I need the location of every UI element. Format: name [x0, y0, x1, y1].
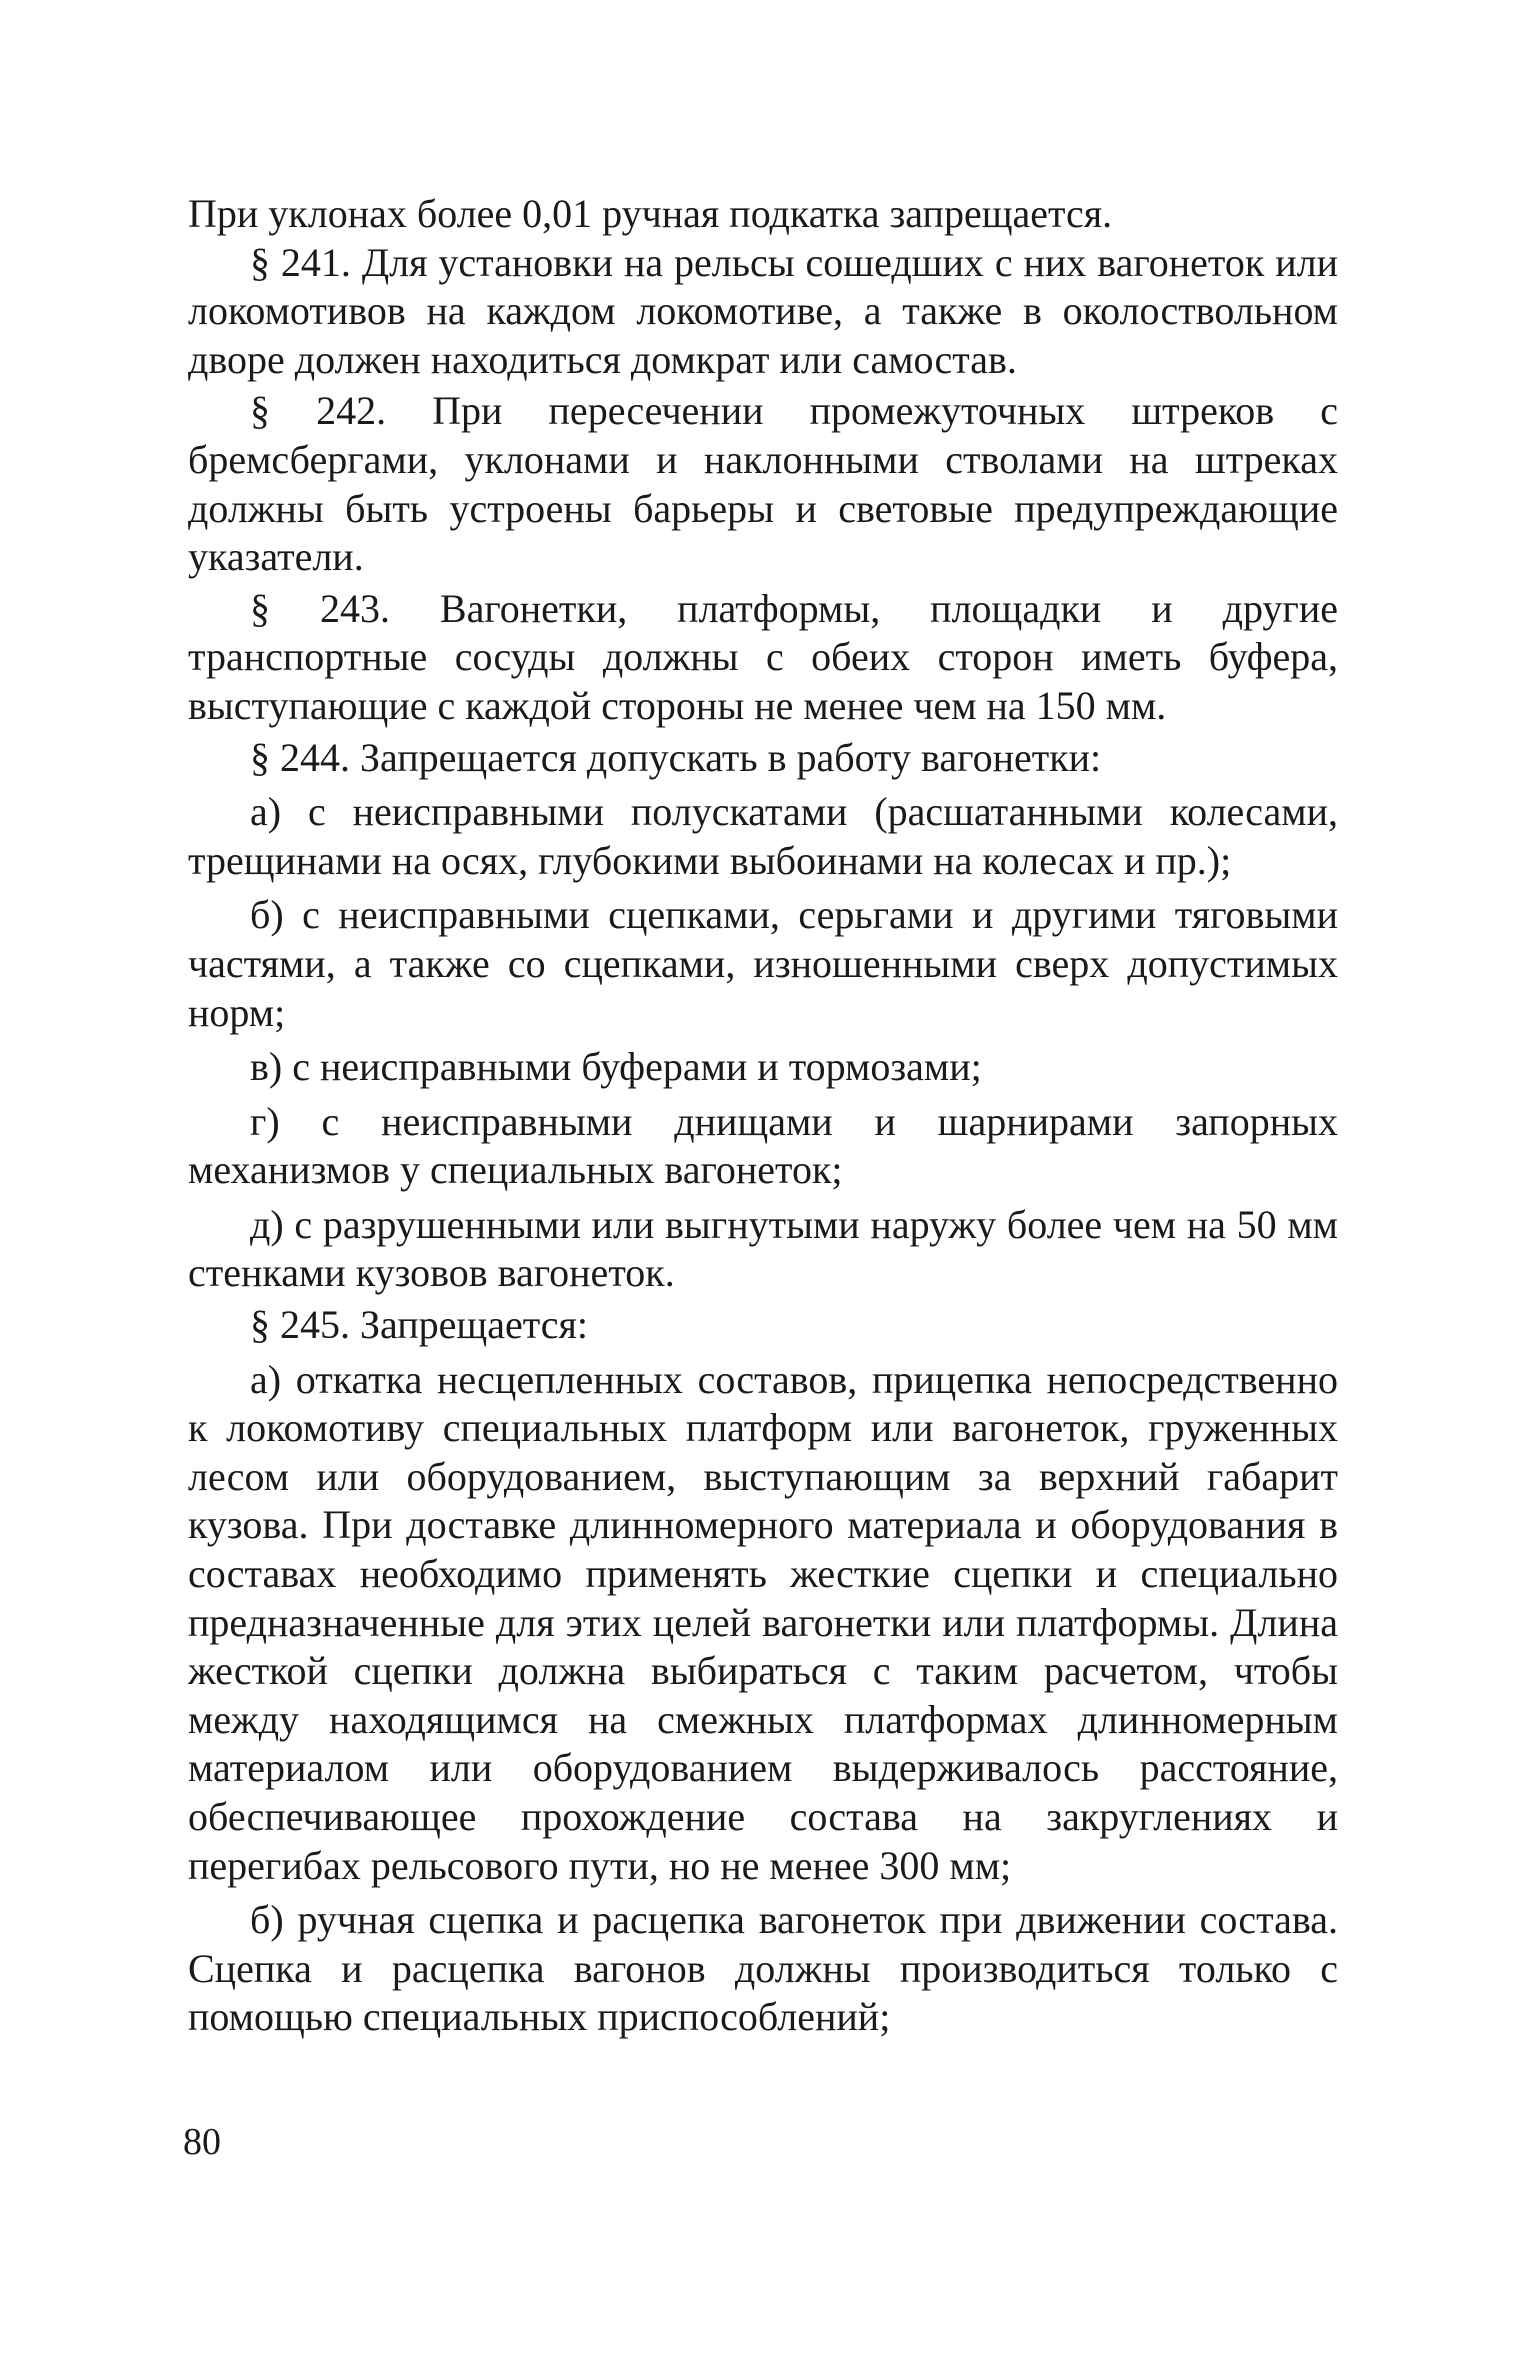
paragraph-carryover: При уклонах более 0,01 ручная подкатка запрещается. [188, 191, 1113, 236]
section-244-item-g: г) с неисправными днищами и шарнирами запорных механизмов у специальных вагонеток; [188, 1098, 1338, 1193]
section-244-item-v: в) с неисправными буферами и тормозами; [250, 1044, 982, 1090]
section-245-item-a: а) откатка несцепленных составов, прицепка непосредственно к локомотиву специальных платформ или вагонеток, груженных лесом или оборудованием, выступающим за верхний габарит кузова. При доставке длинномерного материала и оборудования в составах необходимо применять жесткие сцепки и специально предназначенные для этих целей вагонетки или платформы. Длина жесткой сцепки должна выбираться с таким расчетом, чтобы между находящимся на смежных платформах длинномерным материалом или оборудованием выдерживалось расстояние, обеспечивающее прохождение состава на закруглениях и перегибах рельсового пути, но не менее 300 мм; [188, 1356, 1338, 1888]
section-241: § 241. Для установки на рельсы сошедших с них вагонеток или локомотивов на каждом локомотиве, а также в околоствольном дворе должен находиться домкрат или самостав. [188, 239, 1338, 382]
section-243: § 243. Вагонетки, платформы, площадки и другие транспортные сосуды должны с обеих сторон иметь буфера, выступающие с каждой стороны не менее чем на 150 мм. [188, 585, 1338, 728]
section-245-item-b: б) ручная сцепка и расцепка вагонеток при движении состава. Сцепка и расцепка вагонов должны производиться только с помощью специальных приспособлений; [188, 1897, 1338, 2040]
page-number: 80 [183, 2121, 221, 2163]
section-244-item-b: б) с неисправными сцепками, серьгами и другими тяговыми частями, а также со сцепками, изношенными сверх допустимых норм; [188, 892, 1338, 1035]
section-244-item-d: д) с разрушенными или выгнутыми наружу более чем на 50 мм стенками кузовов вагонеток. [188, 1201, 1338, 1296]
section-244-item-a: а) с неисправными полускатами (расшатанными колесами, трещинами на осях, глубокими выбоинами на колесах и пр.); [188, 789, 1338, 883]
section-244: § 244. Запрещается допускать в работу вагонетки: [250, 734, 1102, 780]
page-body [188, 190, 1338, 2042]
section-242: § 242. При пересечении промежуточных штреков с бремсбергами, уклонами и наклонными стволами на штреках должны быть устроены барьеры и световые предупреждающие указатели. [188, 388, 1338, 580]
section-245: § 245. Запрещается: [250, 1302, 588, 1348]
